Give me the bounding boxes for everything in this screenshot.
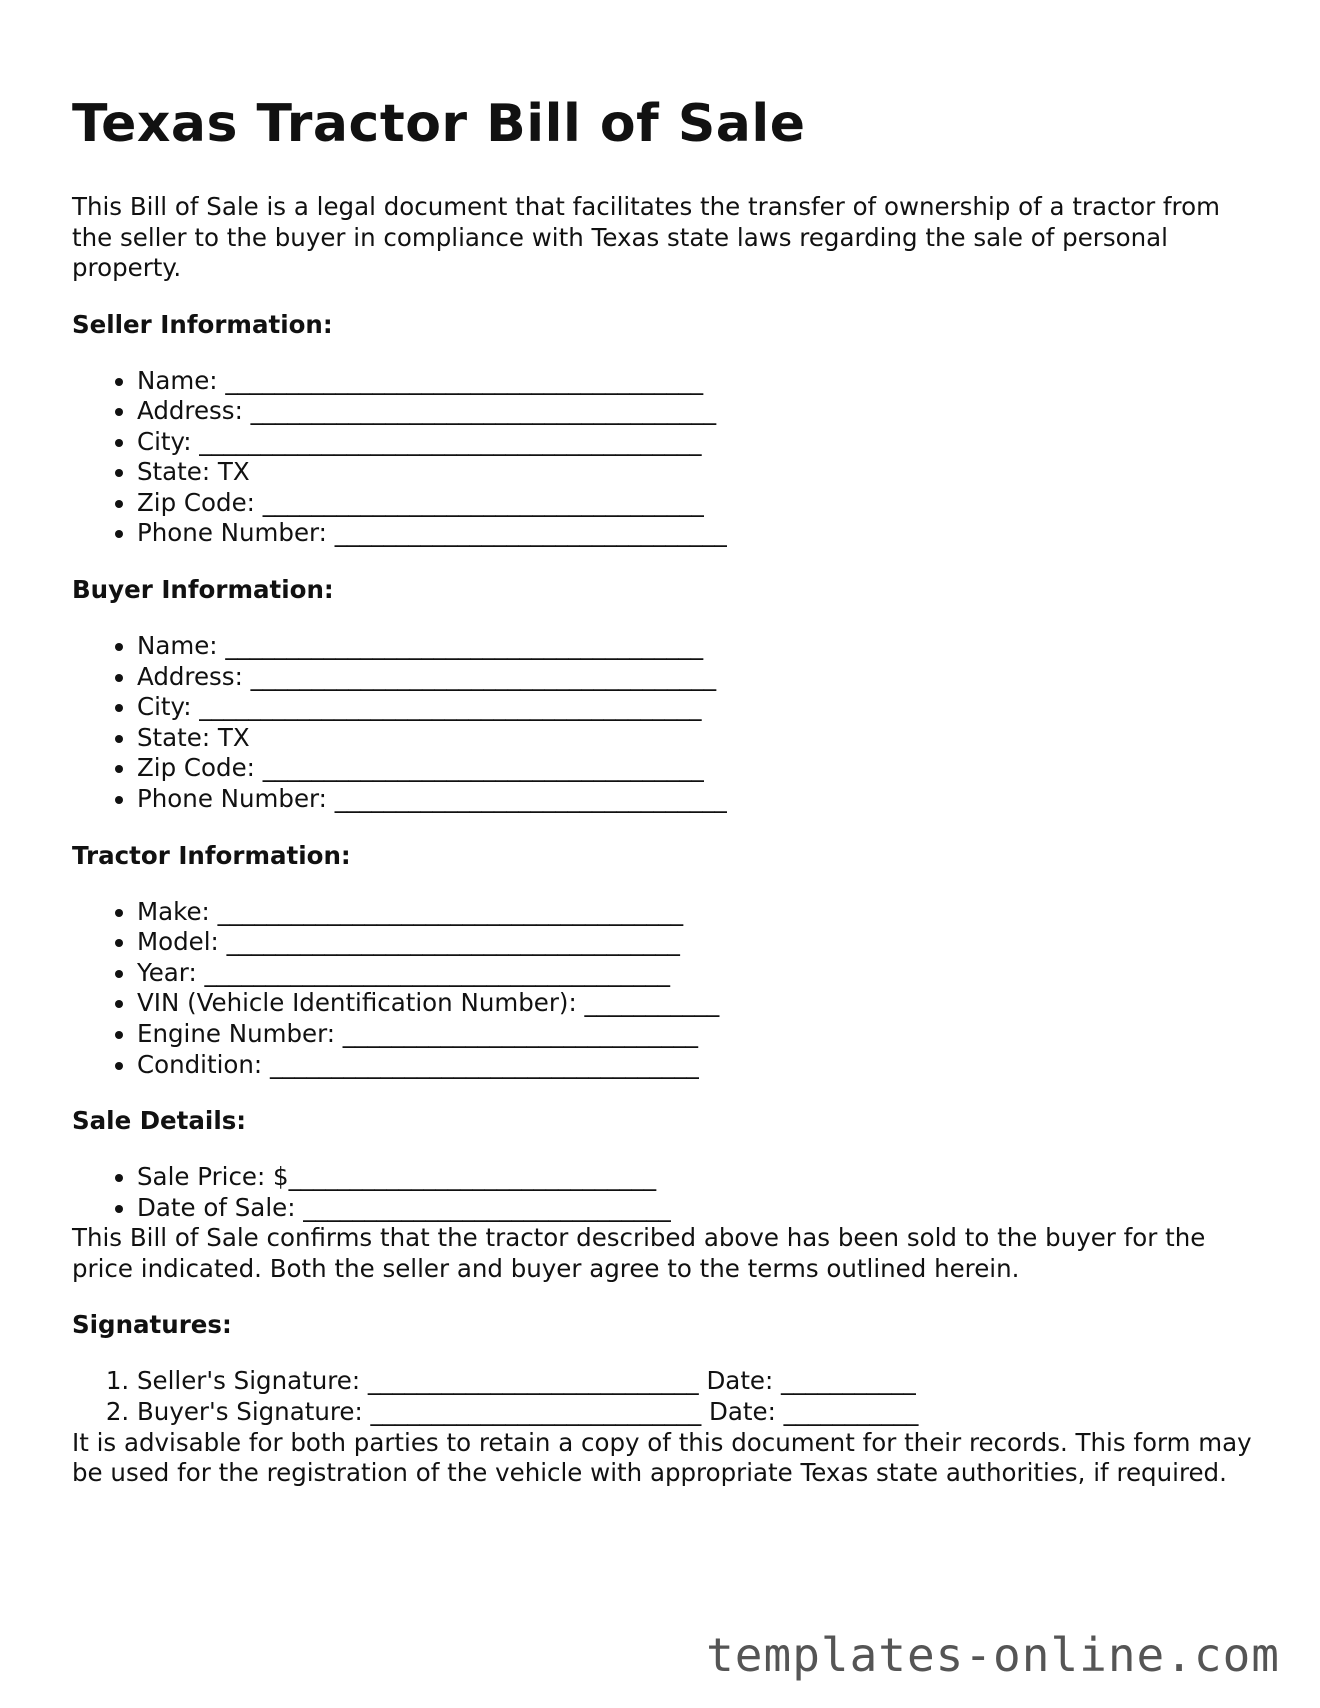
seller-address-field: • Address: ______________________________________ xyxy=(137,396,1252,427)
signatures-list xyxy=(72,1366,1252,1427)
tractor-year-field: • Year: ______________________________________ xyxy=(137,958,1252,989)
seller-signature-field: 1. Seller's Signature: ___________________________ Date: ___________ xyxy=(137,1366,1252,1397)
buyer-zip-field: • Zip Code: ____________________________________ xyxy=(137,753,1252,784)
sale-heading: Sale Details: xyxy=(72,1106,247,1136)
document-page xyxy=(72,0,1252,1489)
confirmation-paragraph: This Bill of Sale confirms that the tractor described above has been sold to the buyer for the price indicated. Both the seller and buyer agree to the terms outlined herein. xyxy=(72,1223,1206,1283)
buyer-address-field: • Address: ______________________________________ xyxy=(137,662,1252,693)
signatures-heading: Signatures: xyxy=(72,1310,232,1340)
buyer-info-list xyxy=(72,631,1252,815)
sale-details-list xyxy=(72,1162,1252,1223)
tractor-vin-field: • VIN (Vehicle Identification Number): ___________ xyxy=(137,988,1252,1019)
tractor-model-field: • Model: _____________________________________ xyxy=(137,927,1252,958)
sale-price-field: • Sale Price: $______________________________ xyxy=(137,1162,1252,1193)
buyer-phone-field: • Phone Number: ________________________________ xyxy=(137,784,1252,815)
buyer-state-field: • State: TX xyxy=(137,723,1252,754)
tractor-condition-field: • Condition: ___________________________________ xyxy=(137,1050,1252,1081)
seller-phone-field: • Phone Number: ________________________________ xyxy=(137,518,1252,549)
tractor-make-field: • Make: ______________________________________ xyxy=(137,897,1252,928)
seller-zip-field: • Zip Code: ____________________________________ xyxy=(137,488,1252,519)
buyer-heading: Buyer Information: xyxy=(72,575,334,605)
buyer-name-field: • Name: _______________________________________ xyxy=(137,631,1252,662)
tractor-info-list xyxy=(72,897,1252,1081)
page-title: Texas Tractor Bill of Sale xyxy=(72,94,806,154)
intro-paragraph: This Bill of Sale is a legal document that facilitates the transfer of ownership of a tractor from the seller to the buyer in compliance with Texas state laws regarding the sale of personal property. xyxy=(72,192,1220,282)
tractor-heading: Tractor Information: xyxy=(72,840,351,870)
seller-info-list xyxy=(72,366,1252,550)
seller-heading: Seller Information: xyxy=(72,309,333,339)
buyer-city-field: • City: _________________________________________ xyxy=(137,692,1252,723)
tractor-engine-field: • Engine Number: _____________________________ xyxy=(137,1019,1252,1050)
seller-name-field: • Name: _______________________________________ xyxy=(137,366,1252,397)
seller-city-field: • City: _________________________________________ xyxy=(137,427,1252,458)
sale-date-field: • Date of Sale: ______________________________ xyxy=(137,1193,1252,1224)
buyer-signature-field: 2. Buyer's Signature: ___________________________ Date: ___________ xyxy=(137,1397,1252,1428)
seller-state-field: • State: TX xyxy=(137,457,1252,488)
closing-paragraph: It is advisable for both parties to retain a copy of this document for their records. This form may be used for the registration of the vehicle with appropriate Texas state authorities, if required. xyxy=(72,1427,1252,1488)
watermark-text: templates-online.com xyxy=(706,1628,1280,1682)
